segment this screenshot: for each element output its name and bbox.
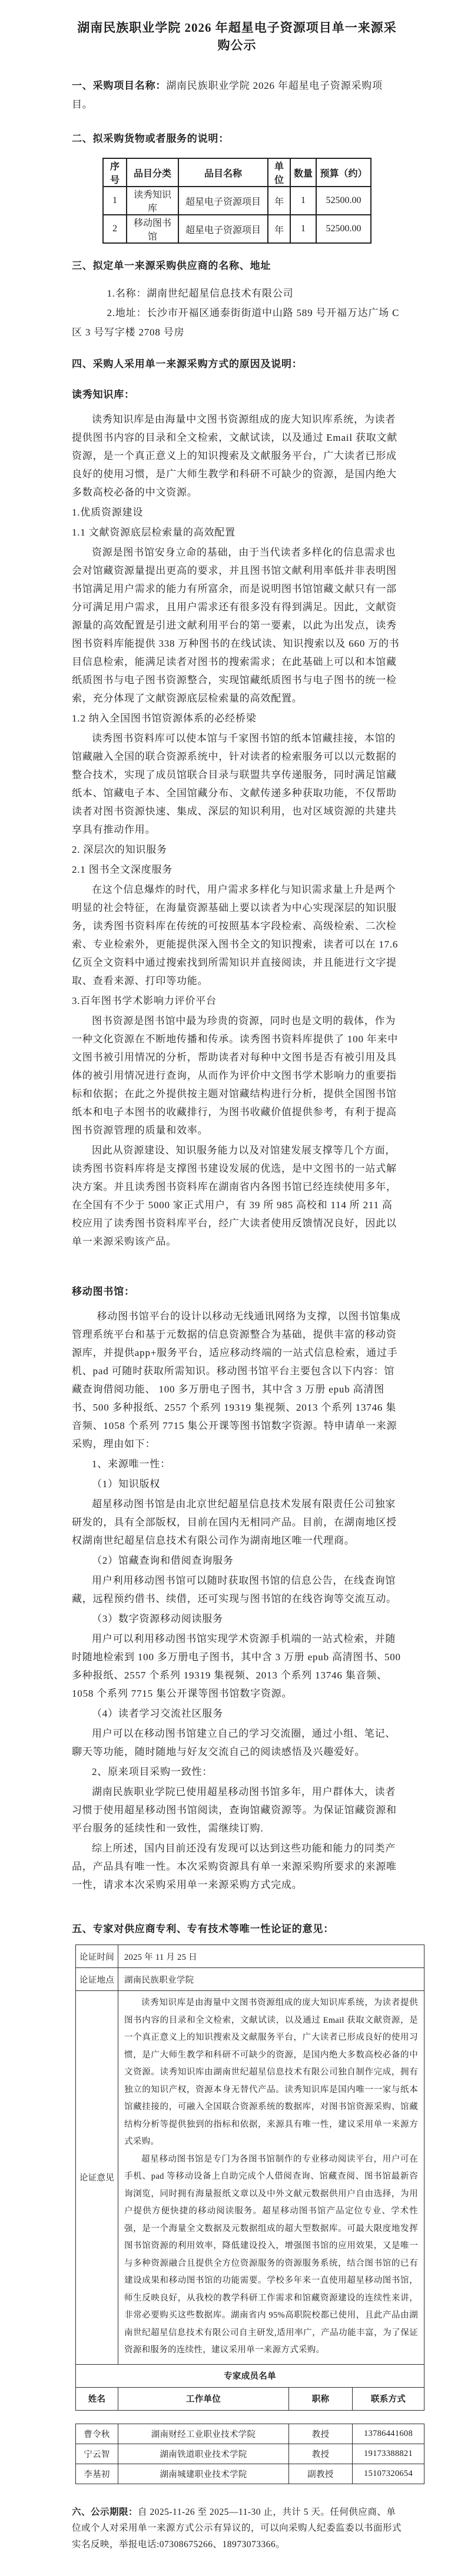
content-block: 2.1 图书全文深度服务 xyxy=(72,864,173,875)
section6-publicity-period xyxy=(72,2504,402,2553)
expert-cell: 13786441608 xyxy=(353,2424,424,2444)
section5-label: 五、专家对供应商专利、专有技术等唯一性论证的意见： xyxy=(72,1923,334,1935)
items-table-header-cell: 数量 xyxy=(290,158,316,187)
items-table-header-cell: 序号 xyxy=(103,158,127,187)
expert-cell: 19173388821 xyxy=(353,2444,424,2464)
supplier-info-line: 2.地址：长沙市开福区通泰街街道中山路 589 号开福万达广场 C 区 3 号写字楼 2708 号房 xyxy=(72,307,400,338)
expert-cell: 副教授 xyxy=(289,2464,353,2484)
items-table-body xyxy=(103,187,371,243)
experts-header-cell: 工作单位 xyxy=(118,2387,289,2410)
items-table-cell: 年 xyxy=(268,215,290,243)
items-table-cell: 1 xyxy=(290,215,316,243)
content-block: （1）知识版权 xyxy=(92,1478,161,1490)
items-table-cell: 超星电子资源项目 xyxy=(178,215,268,243)
content-block: 1.优质资源建设 xyxy=(72,507,144,518)
experts-header-cell: 联系方式 xyxy=(353,2387,424,2410)
review-opinion-label: 论证意见 xyxy=(76,1991,118,2365)
expert-cell: 湖南财经工业职业技术学院 xyxy=(118,2424,289,2444)
items-table-header-cell: 品目分类 xyxy=(127,158,178,187)
items-table-cell: 1 xyxy=(103,187,127,215)
mobile-library-heading: 移动图书馆： xyxy=(72,1286,135,1297)
review-place-label: 论证地点 xyxy=(76,1968,118,1991)
experts-table xyxy=(75,2424,424,2484)
expert-cell: 李基初 xyxy=(76,2464,118,2484)
items-table-cell: 移动图书馆 xyxy=(127,215,178,243)
expert-cell: 湖南铁道职业技术学院 xyxy=(118,2444,289,2464)
section4-label: 四、采购人采用单一来源采购方式的原因及说明： xyxy=(72,358,303,370)
content-block: 移动图书馆平台的设计以移动无线通讯网络为支撑，以图书馆集成管理系统平台和基于元数据的信息资源整合为基础，提供丰富的移动资源库，并提供app+服务平台，适应移动终端的一站式信息检索，通过手机、pad 可随时获取所需知识。移动图书馆平台主要包含以下内容：馆藏查询借阅功能、 100 多万册电子图书，其中含 3 万册 epub 高清图书、500 多种报纸、2557 个系列 19319 集视频、2013 个系列 13746 集音频、1058 个系列 7715 集公开课等图书馆数字资源。特申请单一来源采购，理由如下： xyxy=(72,1311,401,1450)
section6-text: 自 2025-11-26 至 2025—11-30 止，共计 5 天。任何供应商、单位或个人对采用单一来源方式公示有异议的，可以向采购人纪委监委以书面形式实名反映，举报电话:07308675266、18973073366。 xyxy=(72,2507,402,2550)
content-block: 在这个信息爆炸的时代，用户需求多样化与知识需求量上升是两个明显的社会特征，在海量资源基础上要以读者为中心实现深层的知识服务，读秀图书资料库在传统的可按照基本字段检索、高级检索、二次检索、专业检索外，更能提供深入图书全文的知识搜索，读者可以在 17.6 亿页全文资料中通过搜索找到所需知识并直接阅读，并且能进行文字提取、查看来源、打印等功能。 xyxy=(72,884,399,986)
content-block: 图书资源是图书馆中最为珍贵的资源，同时也是文明的载体，作为一种文化资源在不断地传播和传承。读秀图书资料库提供了 100 年来中文图书被引用情况的分析，帮助读者对每种中文图书是否有被引用及具体的被引用情况进行查询，从而作为评价中文图书学术影响力的重要指标和依据；在此之外提供按主题对馆藏结构进行分析，提供全国图书馆纸本和电子本图书的收藏排行，为图书收藏价值提供参考，有利于提高图书资源管理的质量和效率。 xyxy=(72,1015,399,1136)
content-block: 用户可以利用移动图书馆实现学术资源手机端的一站式检索，并随时随地检索到 100 多万册电子图书，其中含 3 万册 epub 高清图书、500 多种报纸、2557 个系列 19319 集视频、2013 个系列 13746 集音频、1058 个系列 7715 集公开课等图书馆数字资源。 xyxy=(72,1633,401,1699)
items-table-header-cell: 单位 xyxy=(268,158,290,187)
review-opinion-paragraph: 超星移动图书馆是专门为各图书馆制作的专业移动阅读平台，用户可在手机、pad 等移动设备上自助完成个人借阅查询、馆藏查阅、图书馆最新咨询浏览，同时拥有海量报纸文章以及中外文献元数据供用户自由选择，为用户提供方便快捷的移动阅读服务。超星移动图书馆产品定位专业、学术性强，是一个海量全文数据及元数据组成的超大型数据库。可最大限度地发挥图书馆资源的利用效率，降低建设投入，增强图书馆的应用效果，又是唯一与多种资源融合且提供全方位资源服务的资源服务系统，结合图书馆的已有建设成果和移动图书馆的功能需要。学校多年来一直使用超星移动图书馆，师生反映良好，从我校的教学科研工作需求和馆藏资源建设的连续性来讲，非常必要购买这些数据库。湖南省内 95%高职院校都已使用，且此产品由湖南世纪超星信息技术有限公司自主研发,适用率广，产品功能丰富，为了保证资源和服务的连续性，建议采用单一来源方式采购。 xyxy=(124,2154,418,2355)
content-block: 1.2 纳入全国图书馆资源体系的必经桥梁 xyxy=(72,713,257,724)
review-opinion-paragraph: 读秀知识库是由海量中文图书资源组成的庞大知识库系统，为读者提供图书内容的目录和全文检索，文献试读，以及通过 Email 获取文献资源，是一个真正意义上的知识搜索及文献服务平台，广大读者已形成良好的使用习惯，是广大师生教学和科研不可缺少的资源，是国内绝大多数高校必备的中文资源。读秀知识库由湖南世纪超星信息技术有限公司独自制作完成，拥有独立的知识产权，资源本身无替代产品。读秀知识库是国内唯一一家与纸本馆藏挂接的，可融入全国联合资源系统的数据库，对图书馆资源采购、馆藏结构分析等提供独到的指标和依据，来源具有唯一性，建议采用单一来源方式采购。 xyxy=(124,1998,418,2146)
duxiu-content xyxy=(72,410,402,1251)
review-opinion-row xyxy=(76,1991,424,2365)
items-table-cell: 1 xyxy=(290,187,316,215)
experts-header-cell: 姓名 xyxy=(76,2387,118,2410)
content-block: 1、来源唯一性： xyxy=(92,1458,171,1470)
items-table xyxy=(102,158,372,244)
expert-cell: 教授 xyxy=(289,2444,353,2464)
experts-table-body xyxy=(76,2424,424,2484)
page-title: 湖南民族职业学院 2026 年超星电子资源项目单一来源采购公示 xyxy=(77,21,397,52)
content-block: 因此从资源建设、知识服务能力以及对馆建发展支撑等几个方面，读秀图书资料库将是支撑图书建设发展的优选，是中文图书的一站式解决方案。并且读秀图书资料库在湖南省内各图书馆已经连续使用多年，在全国有不少于 5000 家正式用户，有 39 所 985 高校和 114 所 211 高校应用了读秀图书资料库平台，经广大读者使用反馈情况良好，因此以单一来源采购该产品。 xyxy=(72,1145,397,1247)
mobile-library-content xyxy=(72,1307,402,1894)
section1-label: 一、采购项目名称： xyxy=(72,80,167,91)
content-block: 1.1 文献资源底层检索量的高效配置 xyxy=(72,527,236,538)
items-table-cell: 年 xyxy=(268,187,290,215)
expert-cell: 教授 xyxy=(289,2424,353,2444)
section3-label: 三、拟定单一来源采购供应商的名称、地址 xyxy=(72,260,271,271)
content-block: 读秀知识库是由海量中文图书资源组成的庞大知识库系统，为读者提供图书内容的目录和全文检索，文献试读，以及通过 Email 获取文献资源，是一个真正意义上的知识搜索及文献服务平台，广大读者已形成良好的使用习惯，是广大师生教学和科研不可缺少的资源，是国内绝大多数高校必备的中文资源。 xyxy=(72,414,398,498)
section1-text: 湖南民族职业学院 2026 年超星电子资源采购项目。 xyxy=(72,80,383,110)
content-block: 湖南民族职业学院已使用超星移动图书馆多年，用户群体大，读者习惯于使用超星移动图书馆阅读，查询馆藏资源等。为保证馆藏资源和平台服务的延续性和一致性，需继续订购. xyxy=(72,1786,397,1834)
items-table-header-cell: 预算（约） xyxy=(316,158,371,187)
content-block: 2. 深层次的知识服务 xyxy=(72,844,167,855)
review-time-label: 论证时间 xyxy=(76,1945,118,1968)
content-block: 2、原来项目采购一致性： xyxy=(92,1766,213,1777)
experts-list-title: 专家成员名单 xyxy=(76,2364,424,2387)
supplier-info-line: 1.名称：湖南世纪超星信息技术有限公司 xyxy=(107,288,294,299)
items-table-cell: 52500.00 xyxy=(316,187,371,215)
content-block: 资源是图书馆安身立命的基础，由于当代读者多样化的信息需求也会对馆藏资源量提出更高的要求，并且图书馆文献利用率低并非表明图书馆满足用户需求的能力有所富余，而是说明图书馆馆藏文献只有一部分可满足用户需求，且用户需求还有很多没有得到满足。因此，文献资源量的高效配置是引进文献利用平台的第一要素，以此为出发点，读秀图书资料库能提供 338 万种图书的在线试读、知识搜索以及 660 万的书目信息检索，能满足读者对图书的搜索需求；在此基础上可以和本馆藏纸质图书与电子图书资源整合，实现馆藏纸质图书与电子图书的统一检索，充分体现了文献资源底层检索量的高效配置。 xyxy=(72,547,400,704)
items-table-row xyxy=(103,215,371,243)
items-table-cell: 读秀知识库 xyxy=(127,187,178,215)
duxiu-heading: 读秀知识库： xyxy=(72,389,135,400)
expert-row xyxy=(76,2444,424,2464)
content-block: （3）数字资源移动阅读服务 xyxy=(92,1613,223,1624)
content-block: 用户利用移动图书馆可以随时获取图书馆的信息公告，在线查询馆藏，远程预约借书、续借，还可实现与图书馆的在线咨询等交流互动。 xyxy=(72,1575,397,1604)
content-block: 3.百年图书学术影响力评价平台 xyxy=(72,995,217,1006)
items-table-header-row xyxy=(103,158,371,187)
expert-cell: 曹令秋 xyxy=(76,2424,118,2444)
items-table-cell: 2 xyxy=(103,215,127,243)
content-block: 超星移动图书馆是由北京世纪超星信息技术发展有限责任公司独家研发的，具有全部版权，目前在国内无相同产品。目前，在湖南地区授权湖南世纪超星信息技术有限公司作为湖南地区唯一代理商。 xyxy=(72,1498,397,1546)
review-time-value: 2025 年 11 月 25 日 xyxy=(118,1945,424,1968)
section2-label: 二、拟采购货物或者服务的说明： xyxy=(72,133,229,144)
items-table-row xyxy=(103,187,371,215)
review-time-row xyxy=(76,1945,424,1968)
experts-header-cell: 职称 xyxy=(289,2387,353,2410)
review-table xyxy=(75,1945,424,2411)
expert-cell: 15107320654 xyxy=(353,2464,424,2484)
expert-row xyxy=(76,2424,424,2444)
items-table-cell: 超星电子资源项目 xyxy=(178,187,268,215)
review-place-row xyxy=(76,1968,424,1991)
supplier-info xyxy=(72,284,402,342)
expert-cell: 湖南城建职业技术学院 xyxy=(118,2464,289,2484)
review-opinion-cell xyxy=(118,1991,424,2365)
section-project-name xyxy=(72,77,402,114)
content-block: （2）馆藏查询和借阅查询服务 xyxy=(92,1555,234,1566)
content-block: （4）读者学习交流社区服务 xyxy=(92,1708,223,1719)
content-block: 用户可以在移动图书馆建立自己的学习交流圈，通过小组、笔记、聊天等功能，随时随地与好友交流自己的阅读感悟及兴趣爱好。 xyxy=(72,1728,396,1757)
expert-cell: 宁云智 xyxy=(76,2444,118,2464)
items-table-cell: 52500.00 xyxy=(316,215,371,243)
section6-label: 六、公示期限： xyxy=(72,2507,138,2517)
experts-title-row xyxy=(76,2364,424,2387)
items-table-header-cell: 品目名称 xyxy=(178,158,268,187)
experts-header-row xyxy=(76,2387,424,2410)
review-opinion-paragraphs xyxy=(124,1995,418,2359)
expert-row xyxy=(76,2464,424,2484)
review-place-value: 湖南民族职业学院 xyxy=(118,1968,424,1991)
content-block: 读秀图书资料库可以使本馆与千家图书馆的纸本馆藏挂接，本馆的馆藏融入全国的联合资源系统中，针对读者的检索服务可以以元数据的整合技术，实现了成员馆联合目录与联盟共享传递服务，同时满足馆藏纸本、馆藏电子本、全国馆藏分布、文献传递多种获取功能，不仅帮助读者对图书资源快速、集成、深层的知识利用，也对区域资源的共建共享具有推动作用。 xyxy=(72,733,397,835)
content-block: 综上所述，国内目前还没有发现可以达到这些功能和能力的同类产品，产品具有唯一性。本次采购资源具有单一来源采购所要求的来源唯一性，请求本次采购采用单一来源采购方式完成。 xyxy=(72,1843,397,1890)
